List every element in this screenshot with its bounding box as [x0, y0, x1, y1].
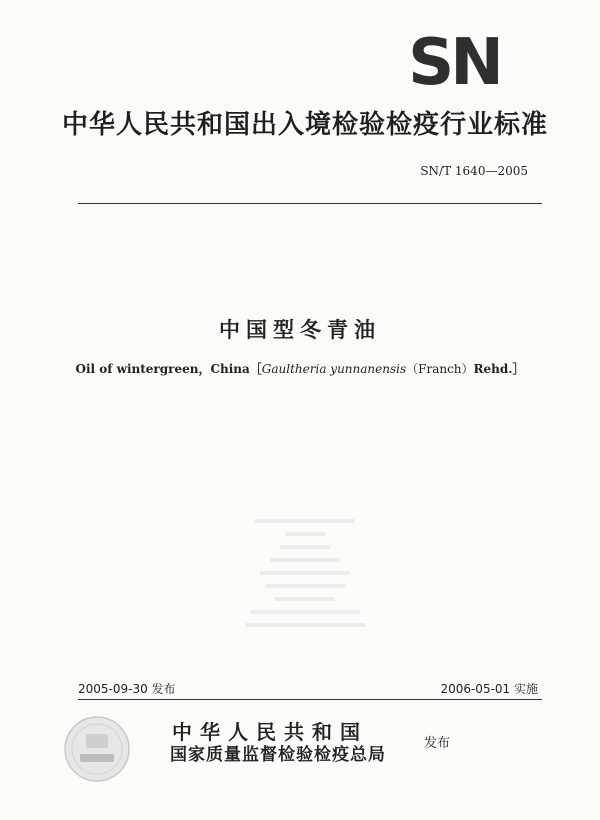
subtitle-suffix: Rehd.］: [473, 362, 525, 376]
standard-title: 中华人民共和国出入境检验检疫行业标准: [62, 110, 549, 140]
document-subtitle: [0, 360, 600, 377]
top-divider: [78, 203, 542, 204]
issuer-country: 中华人民共和国: [172, 720, 368, 744]
standard-number: SN/T 1640—2005: [420, 164, 528, 178]
issue-date: 2005-09-30 发布: [78, 682, 176, 696]
issue-label: 发布: [424, 736, 451, 751]
subtitle-prefix: Oil of wintergreen，China［: [75, 362, 262, 376]
implementation-date: 2006-05-01 实施: [440, 682, 538, 696]
bottom-divider: [78, 699, 542, 700]
subtitle-middle: （Franch）: [406, 362, 474, 376]
subtitle-species: Gaultheria yunnanensis: [261, 362, 407, 376]
faint-show-through-text: [240, 510, 370, 660]
document-title: 中国型冬青油: [219, 318, 381, 342]
sn-logo: SN: [408, 26, 500, 100]
issuer-agency: 国家质量监督检验检疫总局: [170, 745, 386, 765]
anti-counterfeit-stamp-icon: [62, 714, 132, 784]
